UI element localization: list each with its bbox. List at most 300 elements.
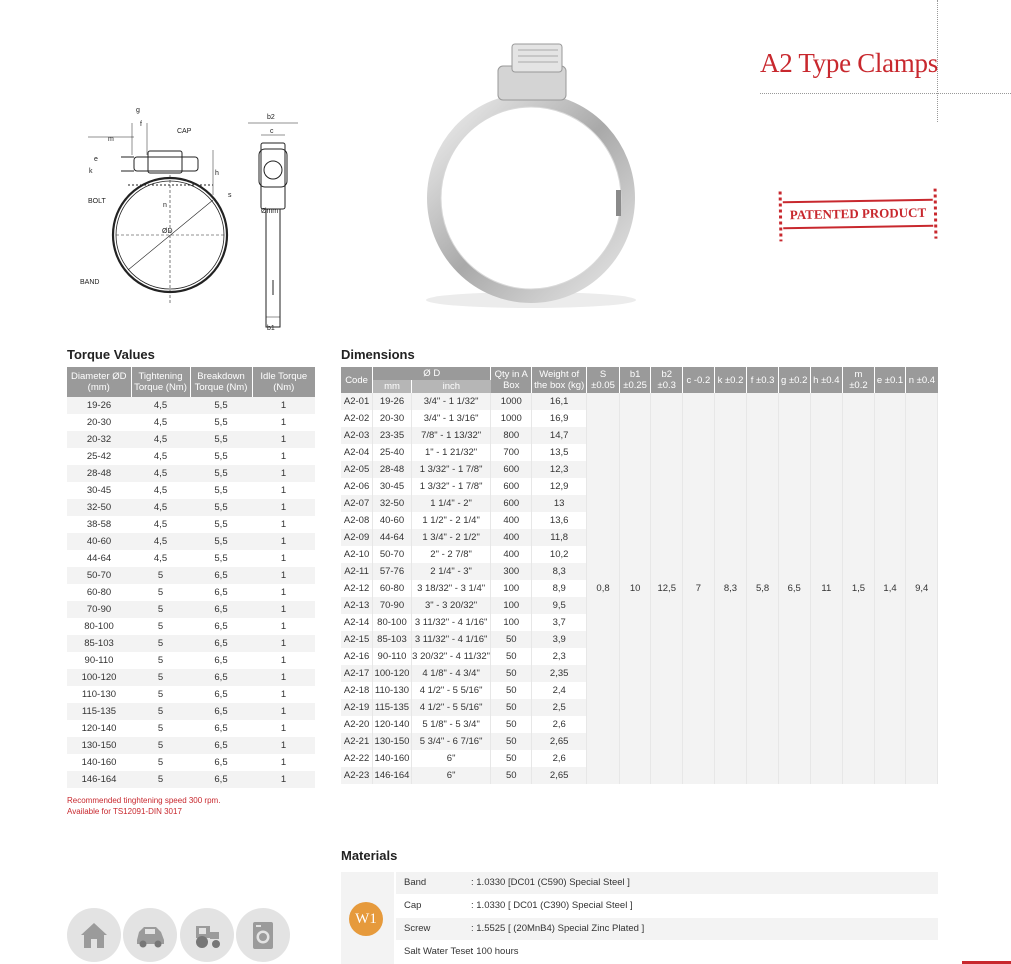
table-cell: 90-110 bbox=[67, 652, 131, 669]
table-cell: 70-90 bbox=[67, 601, 131, 618]
table-cell: 60-80 bbox=[67, 584, 131, 601]
table-cell: A2-15 bbox=[341, 631, 373, 648]
table-cell: 1 bbox=[252, 720, 315, 737]
table-cell: 100-120 bbox=[373, 665, 412, 682]
table-cell: 23-35 bbox=[373, 427, 412, 444]
table-row bbox=[67, 771, 315, 788]
table-cell: 1 bbox=[252, 754, 315, 771]
common-value-h: 11 bbox=[810, 393, 843, 784]
table-cell: 140-160 bbox=[373, 750, 412, 767]
common-value-m: 1,5 bbox=[843, 393, 875, 784]
table-cell: 400 bbox=[491, 512, 532, 529]
table-cell: 120-140 bbox=[67, 720, 131, 737]
b1-label: b1 bbox=[267, 325, 275, 332]
material-row-cap bbox=[396, 895, 938, 917]
table-cell: 5,5 bbox=[190, 499, 252, 516]
table-row bbox=[67, 720, 315, 737]
table-cell: 12,3 bbox=[532, 461, 587, 478]
table-cell: 50 bbox=[491, 699, 532, 716]
table-cell: 5 bbox=[131, 652, 190, 669]
table-cell: 2" - 2 7/8" bbox=[411, 546, 491, 563]
table-cell: 50 bbox=[491, 733, 532, 750]
dims-header-f: f ±0.3 bbox=[747, 367, 779, 393]
table-cell: 5,5 bbox=[190, 397, 252, 414]
table-cell: 16,9 bbox=[532, 410, 587, 427]
table-cell: 1 bbox=[252, 465, 315, 482]
table-cell: 1" - 1 21/32" bbox=[411, 444, 491, 461]
materials-table bbox=[341, 872, 938, 964]
table-cell: 20-32 bbox=[67, 431, 131, 448]
table-row bbox=[67, 635, 315, 652]
table-cell: 400 bbox=[491, 546, 532, 563]
table-cell: 5 bbox=[131, 669, 190, 686]
table-cell: 6,5 bbox=[190, 618, 252, 635]
table-cell: 600 bbox=[491, 478, 532, 495]
g-label: g bbox=[136, 107, 140, 114]
table-cell: 6,5 bbox=[190, 635, 252, 652]
table-cell: 32-50 bbox=[373, 495, 412, 512]
table-cell: 5 bbox=[131, 737, 190, 754]
h-label: h bbox=[215, 170, 219, 177]
car-icon bbox=[133, 918, 167, 952]
table-cell: 4,5 bbox=[131, 431, 190, 448]
material-row-band bbox=[396, 872, 938, 894]
material-value: : 1.0330 [ DC01 (C390) Special Steel ] bbox=[471, 900, 633, 911]
car-button[interactable] bbox=[123, 908, 177, 962]
table-cell: 3/4" - 1 1/32" bbox=[411, 393, 491, 410]
table-cell: 44-64 bbox=[373, 529, 412, 546]
table-cell: 1 3/32" - 1 7/8" bbox=[411, 461, 491, 478]
table-cell: 50 bbox=[491, 716, 532, 733]
dims-header-b1: b1 ±0.25 bbox=[619, 367, 651, 393]
torque-header-idle: Idle Torque (Nm) bbox=[252, 367, 315, 397]
table-cell: 1 bbox=[252, 499, 315, 516]
table-cell: 16,1 bbox=[532, 393, 587, 410]
table-cell: 1 bbox=[252, 431, 315, 448]
table-cell: 100 bbox=[491, 614, 532, 631]
dims-header-c: c -0.2 bbox=[683, 367, 715, 393]
material-value: : 1.5525 [ (20MnB4) Special Zinc Plated ] bbox=[471, 923, 645, 934]
material-value: : 1.0330 [DC01 (C590) Special Steel ] bbox=[471, 877, 630, 888]
table-cell: 5,5 bbox=[190, 414, 252, 431]
table-cell: 600 bbox=[491, 461, 532, 478]
table-cell: 19-26 bbox=[373, 393, 412, 410]
table-cell: A2-13 bbox=[341, 597, 373, 614]
table-cell: A2-10 bbox=[341, 546, 373, 563]
table-cell: 2,5 bbox=[532, 699, 587, 716]
table-cell: 11,8 bbox=[532, 529, 587, 546]
table-cell: 800 bbox=[491, 427, 532, 444]
torque-table bbox=[67, 367, 315, 788]
table-cell: 600 bbox=[491, 495, 532, 512]
table-cell: 30-45 bbox=[67, 482, 131, 499]
table-row bbox=[67, 414, 315, 431]
b2-label: b2 bbox=[267, 114, 275, 121]
table-cell: 14,7 bbox=[532, 427, 587, 444]
table-cell: 6,5 bbox=[190, 754, 252, 771]
f-label: f bbox=[140, 121, 142, 128]
torque-header-breakdown: Breakdown Torque (Nm) bbox=[190, 367, 252, 397]
home-button[interactable] bbox=[67, 908, 121, 962]
table-cell: 5 bbox=[131, 567, 190, 584]
common-value-b1: 10 bbox=[619, 393, 651, 784]
table-cell: 1 bbox=[252, 533, 315, 550]
table-cell: 1 bbox=[252, 686, 315, 703]
table-cell: 1 bbox=[252, 703, 315, 720]
table-cell: 50-70 bbox=[67, 567, 131, 584]
table-cell: 1 1/2" - 2 1/4" bbox=[411, 512, 491, 529]
table-cell: 1 1/4" - 2" bbox=[411, 495, 491, 512]
table-cell: 130-150 bbox=[373, 733, 412, 750]
title-divider bbox=[760, 93, 1011, 94]
bolt-label: BOLT bbox=[88, 198, 106, 205]
tractor-icon bbox=[190, 918, 224, 952]
table-cell: A2-20 bbox=[341, 716, 373, 733]
table-cell: 5 bbox=[131, 771, 190, 788]
table-cell: A2-21 bbox=[341, 733, 373, 750]
torque-header-tightening: Tightening Torque (Nm) bbox=[131, 367, 190, 397]
table-cell: 13 bbox=[532, 495, 587, 512]
torque-title: Torque Values bbox=[67, 347, 155, 362]
table-cell: 5,5 bbox=[190, 448, 252, 465]
table-cell: 4 1/8" - 4 3/4" bbox=[411, 665, 491, 682]
table-cell: 5,5 bbox=[190, 465, 252, 482]
table-cell: 4,5 bbox=[131, 533, 190, 550]
table-cell: 30-45 bbox=[373, 478, 412, 495]
dims-header-b2: b2 ±0.3 bbox=[651, 367, 683, 393]
dims-header-m: m ±0.2 bbox=[843, 367, 875, 393]
common-value-b2: 12,5 bbox=[651, 393, 683, 784]
table-cell: 2,6 bbox=[532, 750, 587, 767]
table-cell: 44-64 bbox=[67, 550, 131, 567]
table-cell: 146-164 bbox=[373, 767, 412, 784]
material-name: Salt Water Teset bbox=[404, 946, 474, 957]
n-label: n bbox=[163, 202, 167, 209]
table-row bbox=[67, 533, 315, 550]
table-cell: 110-130 bbox=[67, 686, 131, 703]
home-icon bbox=[77, 918, 111, 952]
table-cell: 100 bbox=[491, 597, 532, 614]
table-cell: 1 bbox=[252, 771, 315, 788]
table-cell: A2-19 bbox=[341, 699, 373, 716]
table-cell: 3 11/32" - 4 1/16" bbox=[411, 614, 491, 631]
dims-header-e: e ±0.1 bbox=[874, 367, 906, 393]
table-cell: A2-09 bbox=[341, 529, 373, 546]
table-cell: 5 3/4" - 6 7/16" bbox=[411, 733, 491, 750]
washing-machine-icon bbox=[246, 918, 280, 952]
table-cell: 4 1/2" - 5 5/16" bbox=[411, 682, 491, 699]
dimensions-table bbox=[341, 367, 938, 784]
torque-note bbox=[67, 795, 220, 817]
table-cell: 6" bbox=[411, 767, 491, 784]
table-cell: 115-135 bbox=[67, 703, 131, 720]
table-cell: A2-08 bbox=[341, 512, 373, 529]
table-cell: 13,5 bbox=[532, 444, 587, 461]
table-cell: 85-103 bbox=[373, 631, 412, 648]
table-cell: 6,5 bbox=[190, 686, 252, 703]
table-cell: 1 3/32" - 1 7/8" bbox=[411, 478, 491, 495]
table-cell: 1 3/4" - 2 1/2" bbox=[411, 529, 491, 546]
torque-note-speed: Recommended tinghtening speed 300 rpm. bbox=[67, 796, 221, 805]
dims-header-od: Ø D bbox=[373, 367, 491, 380]
table-cell: 146-164 bbox=[67, 771, 131, 788]
table-cell: 4,5 bbox=[131, 465, 190, 482]
table-cell: 6,5 bbox=[190, 703, 252, 720]
table-cell: 1 bbox=[252, 516, 315, 533]
table-cell: 130-150 bbox=[67, 737, 131, 754]
table-cell: 3 11/32" - 4 1/16" bbox=[411, 631, 491, 648]
dims-header-s: S ±0.05 bbox=[587, 367, 620, 393]
table-cell: 12,9 bbox=[532, 478, 587, 495]
table-cell: 90-110 bbox=[373, 648, 412, 665]
torque-note-standard: Available for TS12091-DIN 3017 bbox=[67, 807, 182, 816]
table-cell: 40-60 bbox=[373, 512, 412, 529]
table-cell: 10,2 bbox=[532, 546, 587, 563]
table-cell: 1000 bbox=[491, 393, 532, 410]
table-cell: 38-58 bbox=[67, 516, 131, 533]
table-row bbox=[67, 754, 315, 771]
table-cell: 5,5 bbox=[190, 482, 252, 499]
table-cell: 5,5 bbox=[190, 533, 252, 550]
table-cell: 13,6 bbox=[532, 512, 587, 529]
table-cell: 50 bbox=[491, 750, 532, 767]
common-value-e: 1,4 bbox=[874, 393, 906, 784]
table-cell: 110-130 bbox=[373, 682, 412, 699]
table-cell: 4 1/2" - 5 5/16" bbox=[411, 699, 491, 716]
table-cell: 50 bbox=[491, 767, 532, 784]
table-cell: A2-05 bbox=[341, 461, 373, 478]
table-cell: A2-14 bbox=[341, 614, 373, 631]
table-cell: A2-23 bbox=[341, 767, 373, 784]
table-cell: A2-22 bbox=[341, 750, 373, 767]
table-cell: 6,5 bbox=[190, 652, 252, 669]
table-cell: 5,5 bbox=[190, 516, 252, 533]
table-cell: 8,9 bbox=[532, 580, 587, 597]
materials-badge-column bbox=[341, 872, 394, 964]
table-cell: 4,5 bbox=[131, 550, 190, 567]
table-cell: 3,7 bbox=[532, 614, 587, 631]
table-row bbox=[67, 737, 315, 754]
table-cell: 2,35 bbox=[532, 665, 587, 682]
clamp-image bbox=[420, 38, 642, 310]
table-cell: 1 bbox=[252, 482, 315, 499]
dims-header-qty: Qty in A Box bbox=[491, 367, 532, 393]
table-cell: 1 bbox=[252, 669, 315, 686]
table-cell: 5 bbox=[131, 584, 190, 601]
table-cell: 5,5 bbox=[190, 550, 252, 567]
table-cell: 6,5 bbox=[190, 669, 252, 686]
tractor-button[interactable] bbox=[180, 908, 234, 962]
table-cell: 400 bbox=[491, 529, 532, 546]
cap-label: CAP bbox=[177, 128, 192, 135]
table-row bbox=[67, 465, 315, 482]
table-cell: 100-120 bbox=[67, 669, 131, 686]
table-cell: 1 bbox=[252, 635, 315, 652]
e-label: e bbox=[94, 156, 98, 163]
material-row-screw bbox=[396, 918, 938, 940]
material-name: Band bbox=[404, 877, 427, 888]
table-cell: 25-42 bbox=[67, 448, 131, 465]
table-cell: 60-80 bbox=[373, 580, 412, 597]
table-cell: 2,3 bbox=[532, 648, 587, 665]
table-cell: A2-16 bbox=[341, 648, 373, 665]
table-cell: 5 bbox=[131, 618, 190, 635]
table-cell: 50 bbox=[491, 631, 532, 648]
table-cell: 2,6 bbox=[532, 716, 587, 733]
table-cell: A2-12 bbox=[341, 580, 373, 597]
table-cell: 1 bbox=[252, 601, 315, 618]
patented-stamp: PATENTED PRODUCT bbox=[783, 199, 933, 230]
table-cell: 50 bbox=[491, 682, 532, 699]
dims-header-mm: mm bbox=[373, 380, 412, 393]
dims-header-inch: inch bbox=[411, 380, 491, 393]
table-row bbox=[67, 567, 315, 584]
table-row bbox=[67, 431, 315, 448]
table-cell: 50 bbox=[491, 648, 532, 665]
table-cell: 85-103 bbox=[67, 635, 131, 652]
technical-drawing bbox=[68, 95, 313, 335]
table-cell: 5 bbox=[131, 686, 190, 703]
table-cell: 6,5 bbox=[190, 567, 252, 584]
vertical-divider bbox=[937, 0, 938, 122]
table-cell: A2-07 bbox=[341, 495, 373, 512]
table-row bbox=[67, 550, 315, 567]
dims-header-code: Code bbox=[341, 367, 373, 393]
page-title: A2 Type Clamps bbox=[760, 48, 938, 78]
table-cell: 140-160 bbox=[67, 754, 131, 771]
table-cell: 1 bbox=[252, 550, 315, 567]
table-cell: 5 1/8" - 5 3/4" bbox=[411, 716, 491, 733]
table-cell: 28-48 bbox=[67, 465, 131, 482]
table-cell: 3,9 bbox=[532, 631, 587, 648]
table-cell: A2-01 bbox=[341, 393, 373, 410]
table-cell: 1 bbox=[252, 618, 315, 635]
table-cell: 5 bbox=[131, 720, 190, 737]
torque-header-diameter: Diameter ØD (mm) bbox=[67, 367, 131, 397]
table-cell: 8,3 bbox=[532, 563, 587, 580]
table-cell: 4,5 bbox=[131, 516, 190, 533]
table-cell: A2-03 bbox=[341, 427, 373, 444]
table-cell: 1 bbox=[252, 397, 315, 414]
table-cell: 7/8" - 1 13/32" bbox=[411, 427, 491, 444]
mm-label: Ømm bbox=[261, 208, 279, 215]
table-cell: 25-40 bbox=[373, 444, 412, 461]
table-cell: 6,5 bbox=[190, 720, 252, 737]
table-cell: A2-02 bbox=[341, 410, 373, 427]
table-cell: 115-135 bbox=[373, 699, 412, 716]
c-label: c bbox=[270, 128, 274, 135]
table-cell: 2,65 bbox=[532, 767, 587, 784]
table-cell: 3 18/32" - 3 1/4" bbox=[411, 580, 491, 597]
dims-header-h: h ±0.4 bbox=[810, 367, 843, 393]
table-cell: A2-06 bbox=[341, 478, 373, 495]
table-cell: 4,5 bbox=[131, 397, 190, 414]
table-cell: 300 bbox=[491, 563, 532, 580]
table-cell: 5 bbox=[131, 601, 190, 618]
table-cell: 2 1/4" - 3" bbox=[411, 563, 491, 580]
table-row bbox=[67, 584, 315, 601]
table-cell: 3 20/32" - 4 11/32" bbox=[411, 648, 491, 665]
table-cell: 1 bbox=[252, 448, 315, 465]
table-cell: 1 bbox=[252, 414, 315, 431]
table-row bbox=[67, 601, 315, 618]
k-label: k bbox=[89, 168, 93, 175]
table-cell: 19-26 bbox=[67, 397, 131, 414]
table-cell: 1 bbox=[252, 567, 315, 584]
table-cell: 4,5 bbox=[131, 499, 190, 516]
table-cell: 2,65 bbox=[532, 733, 587, 750]
common-value-s: 0,8 bbox=[587, 393, 620, 784]
appliance-button[interactable] bbox=[236, 908, 290, 962]
table-cell: 4,5 bbox=[131, 414, 190, 431]
table-row bbox=[67, 448, 315, 465]
table-row bbox=[67, 703, 315, 720]
table-cell: 50 bbox=[491, 665, 532, 682]
table-cell: 9,5 bbox=[532, 597, 587, 614]
table-cell: 20-30 bbox=[67, 414, 131, 431]
table-cell: 57-76 bbox=[373, 563, 412, 580]
table-cell: 6,5 bbox=[190, 584, 252, 601]
table-cell: 70-90 bbox=[373, 597, 412, 614]
materials-title: Materials bbox=[341, 848, 398, 863]
table-row bbox=[67, 686, 315, 703]
table-row bbox=[67, 482, 315, 499]
common-value-n: 9,4 bbox=[906, 393, 938, 784]
table-cell: 4,5 bbox=[131, 482, 190, 499]
table-row bbox=[67, 516, 315, 533]
common-value-c: 7 bbox=[683, 393, 715, 784]
table-row bbox=[67, 618, 315, 635]
table-cell: 1 bbox=[252, 652, 315, 669]
table-row bbox=[67, 499, 315, 516]
table-cell: 5 bbox=[131, 635, 190, 652]
dimensions-title: Dimensions bbox=[341, 347, 415, 362]
table-row bbox=[67, 652, 315, 669]
common-value-k: 8,3 bbox=[714, 393, 747, 784]
m-label: m bbox=[108, 136, 114, 143]
common-value-f: 5,8 bbox=[747, 393, 779, 784]
table-cell: 3" - 3 20/32" bbox=[411, 597, 491, 614]
diameter-label: ØD bbox=[162, 228, 173, 235]
table-cell: 32-50 bbox=[67, 499, 131, 516]
material-name: Screw bbox=[404, 923, 431, 934]
material-name: Cap bbox=[404, 900, 422, 911]
dims-header-k: k ±0.2 bbox=[714, 367, 747, 393]
band-label: BAND bbox=[80, 279, 100, 286]
dims-header-n: n ±0.4 bbox=[906, 367, 938, 393]
table-cell: 20-30 bbox=[373, 410, 412, 427]
dims-header-weight: Weight of the box (kg) bbox=[532, 367, 587, 393]
table-cell: 120-140 bbox=[373, 716, 412, 733]
common-value-g: 6,5 bbox=[778, 393, 810, 784]
table-cell: 80-100 bbox=[67, 618, 131, 635]
table-cell: 28-48 bbox=[373, 461, 412, 478]
table-cell: 6,5 bbox=[190, 601, 252, 618]
table-cell: 5 bbox=[131, 754, 190, 771]
s-label: s bbox=[228, 192, 232, 199]
table-cell: 2,4 bbox=[532, 682, 587, 699]
table-cell: A2-04 bbox=[341, 444, 373, 461]
table-cell: 6,5 bbox=[190, 771, 252, 788]
material-row-salt-test bbox=[396, 941, 938, 963]
table-row bbox=[341, 393, 938, 410]
table-cell: A2-11 bbox=[341, 563, 373, 580]
table-row bbox=[67, 669, 315, 686]
table-cell: 1 bbox=[252, 737, 315, 754]
table-cell: A2-17 bbox=[341, 665, 373, 682]
table-cell: 40-60 bbox=[67, 533, 131, 550]
w1-badge: W1 bbox=[349, 902, 383, 936]
